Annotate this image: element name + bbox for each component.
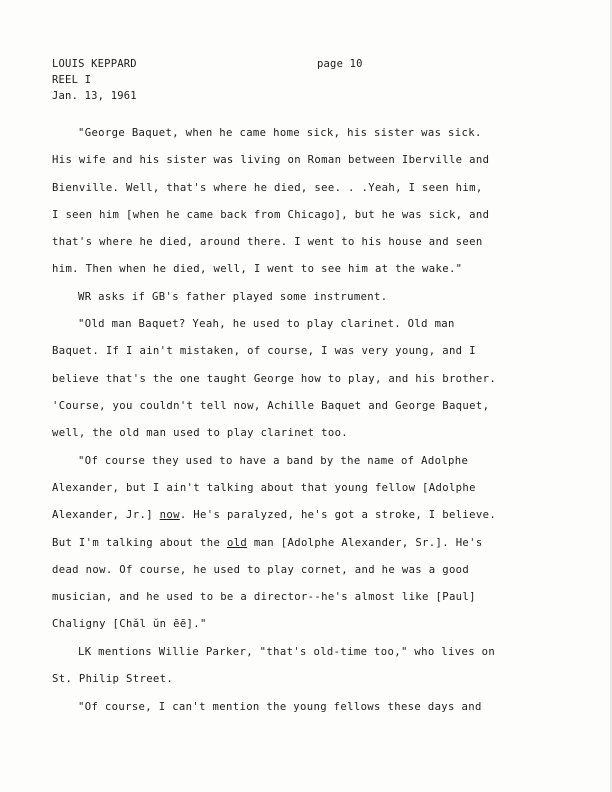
interviewee-name: LOUIS KEPPARD	[52, 58, 137, 70]
underlined-word: old	[226, 537, 248, 549]
text-segment: Alexander, Jr.]	[52, 509, 160, 521]
page-number: page 10	[317, 58, 363, 70]
text-line: I seen him [when he came back from Chicago], but he was sick, and	[52, 209, 490, 221]
underlined-word: now	[159, 509, 180, 521]
text-line: musician, and he used to be a director--he's almost like [Paul]	[52, 591, 476, 603]
text-line: His wife and his sister was living on Roman between Iberville and	[52, 154, 490, 166]
text-line: that's where he died, around there. I went to his house and seen	[52, 236, 483, 248]
text-line: "George Baquet, when he came home sick, his sister was sick.	[78, 127, 482, 139]
text-line: Baquet. If I ain't mistaken, of course, I was very young, and I	[52, 345, 476, 357]
text-line: believe that's the one taught George how to play, and his brother.	[52, 373, 497, 385]
text-line: well, the old man used to play clarinet too.	[52, 427, 349, 439]
text-line: Chaligny [Chăl ŭn ēē]."	[52, 618, 207, 630]
interview-date: Jan. 13, 1961	[52, 90, 137, 102]
text-line: "Of course, I can't mention the young fellows these days and	[78, 701, 482, 713]
text-line-with-underline	[52, 508, 496, 522]
text-line: "Old man Baquet? Yeah, he used to play clarinet. Old man	[78, 318, 455, 330]
text-line: St. Philip Street.	[52, 673, 174, 685]
text-segment: But I'm talking about the	[52, 537, 227, 549]
text-line: Bienville. Well, that's where he died, see. . .Yeah, I seen him,	[52, 182, 483, 194]
text-line: WR asks if GB's father played some instrument.	[78, 291, 388, 303]
text-line: "Of course they used to have a band by the name of Adolphe	[78, 455, 469, 467]
reel-label: REEL I	[52, 74, 92, 86]
text-segment: man [Adolphe Alexander, Sr.]. He's	[247, 537, 483, 549]
text-line: Alexander, but I ain't talking about that young fellow [Adolphe	[52, 482, 476, 494]
text-line: 'Course, you couldn't tell now, Achille Baquet and George Baquet,	[52, 400, 490, 412]
text-line: him. Then when he died, well, I went to see him at the wake."	[52, 263, 463, 275]
text-segment: . He's paralyzed, he's got a stroke, I believe.	[179, 509, 497, 521]
text-line-with-underline	[52, 536, 483, 550]
text-line: LK mentions Willie Parker, "that's old-time too," who lives on	[78, 646, 496, 658]
text-line: dead now. Of course, he used to play cornet, and he was a good	[52, 564, 470, 576]
